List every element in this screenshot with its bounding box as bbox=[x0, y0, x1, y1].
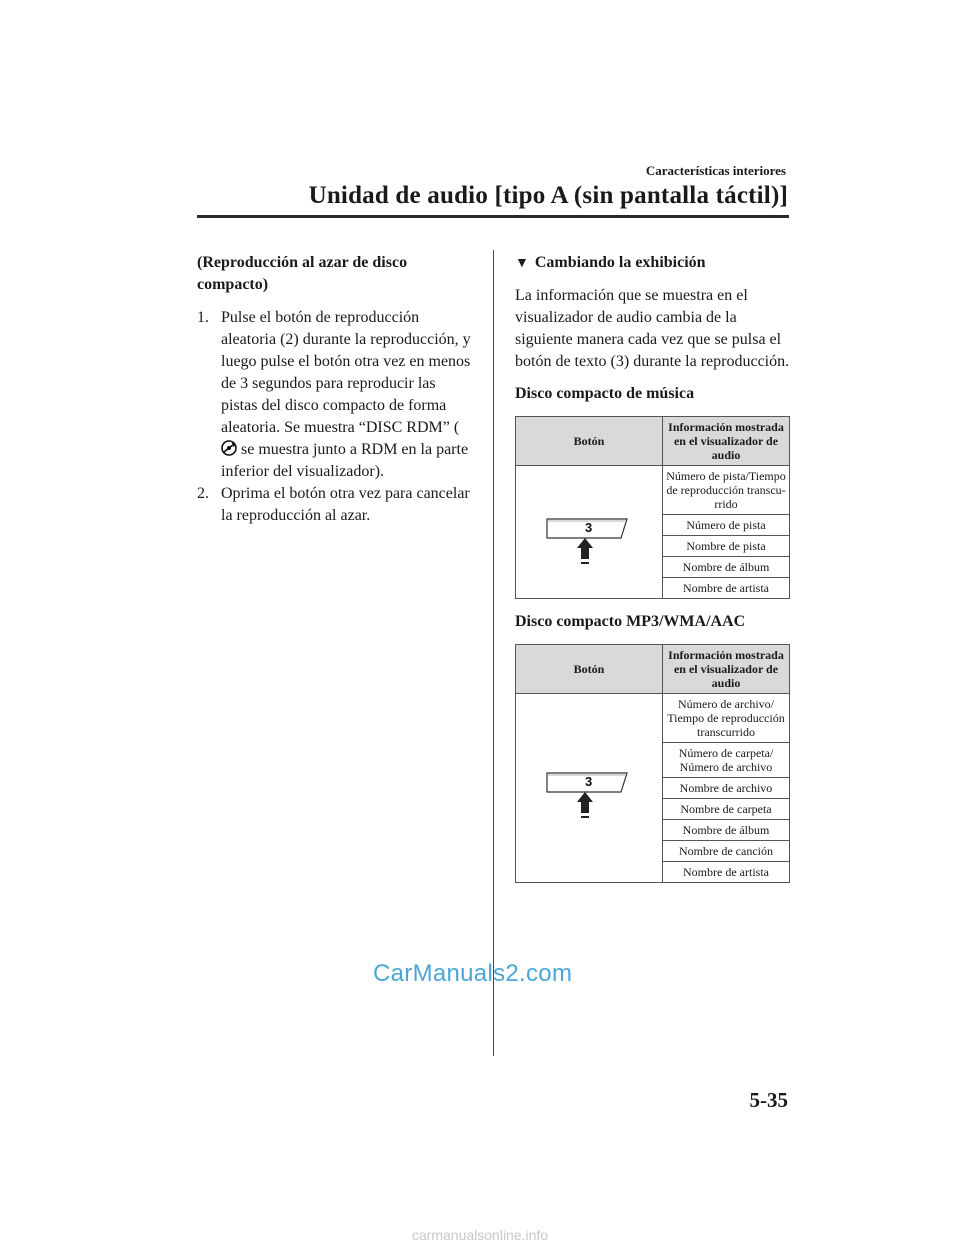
page-number: 5-35 bbox=[749, 1088, 788, 1112]
table-row bbox=[516, 466, 790, 515]
button-number-label: 3 bbox=[585, 519, 593, 535]
button-illustration-cell bbox=[516, 694, 663, 883]
info-cell: Nombre de archivo bbox=[663, 778, 790, 799]
step-item bbox=[197, 483, 475, 527]
left-column bbox=[197, 252, 475, 527]
info-cell: Nombre de álbum bbox=[663, 820, 790, 841]
right-column bbox=[515, 252, 790, 895]
info-cell: Nombre de carpeta bbox=[663, 799, 790, 820]
display-heading-text: Cambiando la exhibición bbox=[534, 254, 706, 271]
info-cell: Número de pista bbox=[663, 515, 790, 536]
steps-list bbox=[197, 307, 475, 527]
button-illustration-cell bbox=[516, 466, 663, 599]
step-text-cont: se muestra junto a RDM en la parte inferior del visualizador). bbox=[221, 441, 469, 480]
header-rule bbox=[197, 215, 789, 218]
page-title: Unidad de audio [tipo A (sin pantalla táctil)] bbox=[308, 182, 788, 209]
info-cell: Nombre de canción bbox=[663, 841, 790, 862]
column-header-button: Botón bbox=[516, 645, 663, 694]
info-cell: Nombre de pista bbox=[663, 536, 790, 557]
table-heading-mp3: Disco compacto MP3/WMA/AAC bbox=[515, 613, 746, 630]
info-cell: Nombre de álbum bbox=[663, 557, 790, 578]
step-item bbox=[197, 307, 475, 483]
info-cell: Número de carpeta/ Número de archivo bbox=[663, 743, 790, 778]
button-number-label: 3 bbox=[585, 773, 593, 789]
section-title: Características interiores bbox=[645, 163, 786, 178]
info-cell: Nombre de artista bbox=[663, 578, 790, 599]
column-header-info: Información mostrada en el visualizador de audio bbox=[663, 417, 790, 466]
table-header-row bbox=[516, 417, 790, 466]
watermark: CarManuals2.com bbox=[373, 960, 573, 987]
step-text: Pulse el botón de reproducción aleatoria (2) durante la reproducción, y luego pulse el botón otra vez en menos de 3 segundos para reproducir las pistas del disco compacto de forma aleatoria. Se muestra “DISC RDM” ( bbox=[221, 309, 471, 436]
step-number: 1. bbox=[197, 309, 209, 326]
column-header-info: Información mostrada en el visualizador de audio bbox=[663, 645, 790, 694]
column-header-button: Botón bbox=[516, 417, 663, 466]
step-text: Oprima el botón otra vez para cancelar la reproducción al azar. bbox=[221, 485, 470, 524]
footer-site: carmanualsonline.info bbox=[411, 1227, 549, 1243]
text-button-icon bbox=[519, 727, 659, 847]
random-playback-heading: (Reproducción al azar de disco compacto) bbox=[197, 254, 408, 293]
disc-random-icon bbox=[221, 440, 237, 456]
info-cell: Número de pista/Tiempo de reproducción transcu-rrido bbox=[663, 466, 790, 515]
display-heading bbox=[515, 252, 790, 275]
table-heading-cd: Disco compacto de música bbox=[515, 385, 695, 402]
info-table-mp3 bbox=[515, 644, 790, 883]
column-divider bbox=[493, 250, 494, 1056]
table-header-row bbox=[516, 645, 790, 694]
table-row bbox=[516, 694, 790, 743]
info-cell: Nombre de artista bbox=[663, 862, 790, 883]
display-paragraph: La información que se muestra en el visualizador de audio cambia de la siguiente manera cada vez que se pulsa el botón de texto (3) durante la reproducción. bbox=[515, 287, 790, 370]
step-number: 2. bbox=[197, 485, 209, 502]
text-button-icon bbox=[519, 481, 659, 581]
info-cell: Número de archivo/ Tiempo de reproducción transcurrido bbox=[663, 694, 790, 743]
triangle-down-icon: ▼ bbox=[515, 256, 529, 271]
info-table-cd bbox=[515, 416, 790, 599]
